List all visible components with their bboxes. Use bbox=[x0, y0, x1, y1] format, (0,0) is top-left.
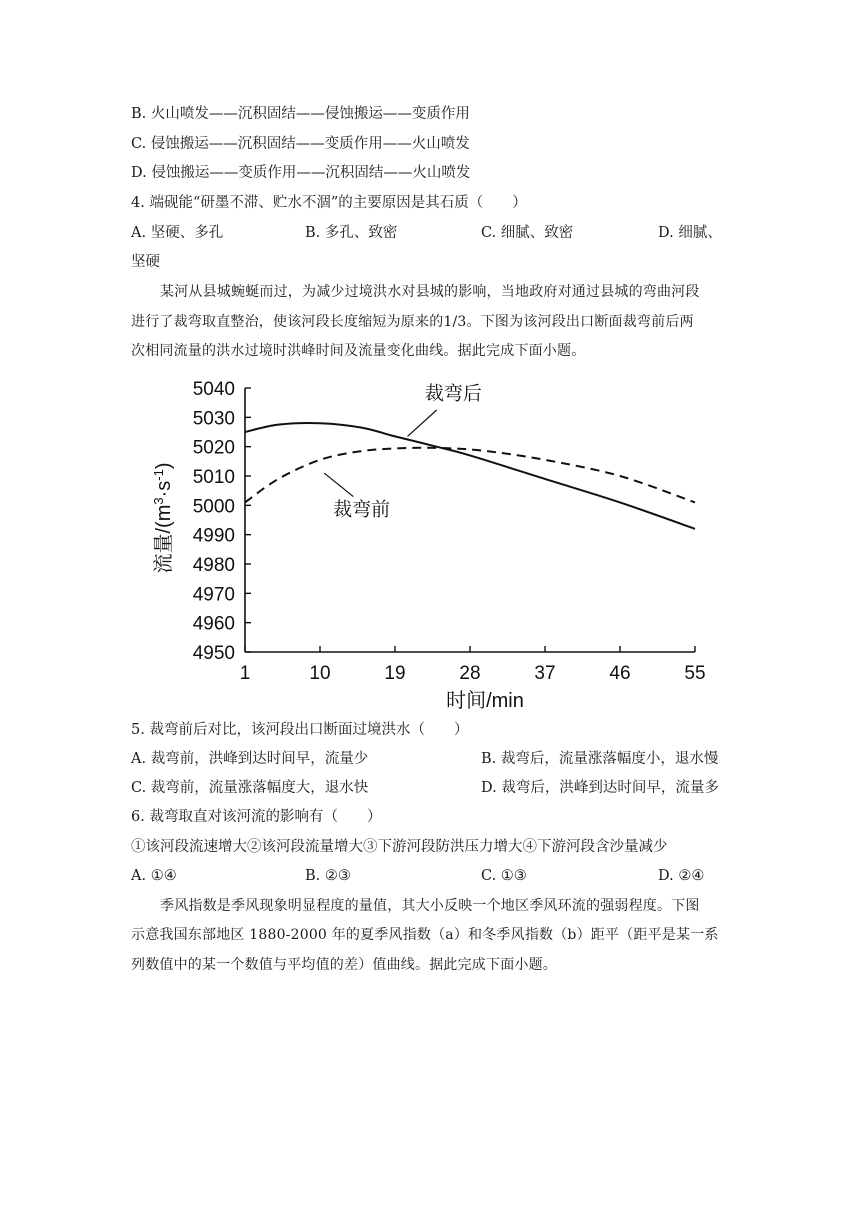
flood-chart bbox=[0, 370, 860, 720]
passage1-line3: 次相同流量的洪水过境时洪峰时间及流量变化曲线。据此完成下面小题。 bbox=[131, 343, 586, 359]
y-axis-label: 流量$/(m^3\cdot s^{-1})$ bbox=[150, 462, 175, 574]
q6-option-c: C. ①③ bbox=[481, 868, 527, 884]
y-tick-label: 5020 bbox=[192, 437, 235, 459]
x-axis-label: 时间/min bbox=[446, 690, 524, 712]
series-label-before: 裁弯前 bbox=[333, 499, 391, 521]
x-tick-label: 37 bbox=[534, 663, 556, 684]
y-tick-label: 5040 bbox=[192, 379, 235, 400]
x-tick-label: 19 bbox=[384, 663, 406, 684]
q6-option-d: D. ②④ bbox=[658, 868, 705, 884]
q4-option-a: A. 坚硬、多孔 bbox=[131, 225, 224, 241]
x-tick-label: 46 bbox=[609, 663, 631, 684]
passage2-line1: 季风指数是季风现象明显程度的量值，其大小反映一个地区季风环流的强弱程度。下图 bbox=[160, 898, 700, 914]
series-leader-after bbox=[408, 410, 437, 436]
q5-stem: 5. 裁弯前后对比，该河段出口断面过境洪水（ ） bbox=[131, 722, 469, 738]
y-tick-label: 4950 bbox=[192, 643, 235, 664]
q4-option-c: C. 细腻、致密 bbox=[481, 225, 574, 241]
series-leader-before bbox=[324, 473, 353, 496]
y-tick-label: 5000 bbox=[192, 496, 235, 518]
q5-option-d: D. 裁弯后，洪峰到达时间早，流量多 bbox=[481, 780, 719, 796]
y-tick-label: 4990 bbox=[192, 525, 235, 547]
series-line-after bbox=[245, 423, 695, 529]
q5-option-b: B. 裁弯后，流量涨落幅度小，退水慢 bbox=[481, 751, 719, 767]
q3-option-c: C. 侵蚀搬运——沉积固结——变质作用——火山喷发 bbox=[131, 136, 470, 152]
passage2-line3: 列数值中的某一个数值与平均值的差）值曲线。据此完成下面小题。 bbox=[131, 957, 557, 973]
y-tick-label: 4960 bbox=[192, 613, 235, 635]
x-tick-label: 28 bbox=[459, 663, 481, 684]
y-tick-label: 4980 bbox=[192, 555, 235, 576]
series-label-after: 裁弯后 bbox=[424, 383, 482, 405]
q4-option-b: B. 多孔、致密 bbox=[305, 225, 398, 241]
q3-option-d: D. 侵蚀搬运——变质作用——沉积固结——火山喷发 bbox=[131, 165, 471, 181]
x-tick-label: 55 bbox=[684, 663, 706, 684]
q6-option-a: A. ①④ bbox=[131, 868, 177, 884]
q3-option-b: B. 火山喷发——沉积固结——侵蚀搬运——变质作用 bbox=[131, 106, 470, 122]
passage1-line2: 进行了裁弯取直整治，使该河段长度缩短为原来的1/3。下图为该河段出口断面裁弯前后两 bbox=[131, 314, 694, 330]
y-tick-label: 5010 bbox=[192, 467, 235, 488]
y-tick-label: 4970 bbox=[192, 584, 235, 606]
x-tick-label: 10 bbox=[309, 663, 331, 684]
q6-option-b: B. ②③ bbox=[305, 868, 351, 884]
y-tick-label: 5030 bbox=[192, 408, 235, 430]
q4-stem: 4. 端砚能“研墨不滞、贮水不涸”的主要原因是其石质（ ） bbox=[131, 195, 527, 211]
q6-statements: ①该河段流速增大②该河段流量增大③下游河段防洪压力增大④下游河段含沙量减少 bbox=[131, 839, 668, 855]
q5-option-a: A. 裁弯前，洪峰到达时间早，流量少 bbox=[131, 751, 369, 767]
passage1-line1: 某河从县城蜿蜒而过，为减少过境洪水对县城的影响，当地政府对通过县城的弯曲河段 bbox=[160, 284, 700, 300]
q4-option-d: D. 细腻、 bbox=[658, 225, 722, 241]
q4-option-d-wrap: 坚硬 bbox=[131, 254, 160, 270]
q6-stem: 6. 裁弯取直对该河流的影响有（ ） bbox=[131, 809, 382, 825]
x-tick-label: 1 bbox=[239, 663, 251, 684]
passage2-line2: 示意我国东部地区 1880-2000 年的夏季风指数（a）和冬季风指数（b）距平（距平是某一系 bbox=[131, 927, 719, 943]
q5-option-c: C. 裁弯前，流量涨落幅度大，退水快 bbox=[131, 780, 369, 796]
